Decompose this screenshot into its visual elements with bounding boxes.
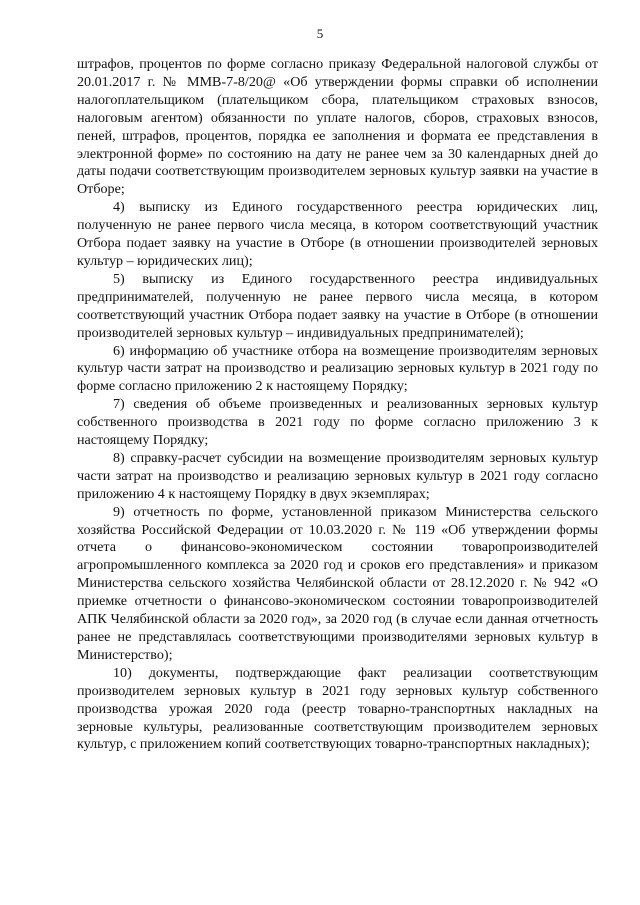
paragraph-item-4: 4) выписку из Единого государственного реестра юридических лиц, полученную не ранее первого числа месяца, в котором соответствующий участник Отбора подает заявку на участие в Отборе (в отношении производителей зерновых культур – юридических лиц); (77, 199, 598, 269)
paragraph-item-10: 10) документы, подтверждающие факт реализации соответствующим производителем зерновых культур в 2021 году зерновых культур собственного производства урожая 2020 года (реестр товарно-транспортных накладных на зерновые культуры, реализованные соответствующим производителем зерновых культур, с приложением копий соответствующих товарно-транспортных накладных); (77, 664, 598, 753)
document-body (77, 56, 598, 754)
paragraph-item-7: 7) сведения об объеме произведенных и реализованных зерновых культур собственного производства в 2021 году по форме согласно приложению 3 к настоящему Порядку; (77, 396, 598, 449)
paragraph-item-6: 6) информацию об участнике отбора на возмещение производителям зерновых культур части затрат на производство и реализацию зерновых культур в 2021 году по форме согласно приложению 2 к настоящему Порядку; (77, 342, 598, 395)
paragraph-continuation: штрафов, процентов по форме согласно приказу Федеральной налоговой службы от 20.01.2017 г. № ММВ-7-8/20@ «Об утверждении формы справки об исполнении налогоплательщиком (плательщиком сбора, плательщиком страховых взносов, налоговым агентом) обязанности по уплате налогов, сборов, страховых взносов, пеней, штрафов, процентов, порядка ее заполнения и формата ее представления в электронной форме» по состоянию на дату не ранее чем за 30 календарных дней до даты подачи соответствующим производителем зерновых культур заявки на участие в Отборе; (77, 56, 598, 198)
paragraph-item-9: 9) отчетность по форме, установленной приказом Министерства сельского хозяйства Российской Федерации от 10.03.2020 г. № 119 «Об утверждении формы отчета о финансово-экономическом состоянии товаропроизводителей агропромышленного комплекса за 2020 год и сроков его представления» и приказом Министерства сельского хозяйства Челябинской области от 28.12.2020 г. № 942 «О приемке отчетности о финансово-экономическом состоянии товаропроизводителей АПК Челябинской области за 2020 год», за 2020 год (в случае если данная отчетность ранее не представлялась соответствующими производителями зерновых культур в Министерство); (77, 503, 598, 663)
page-number: 5 (316, 26, 324, 41)
paragraph-item-8: 8) справку-расчет субсидии на возмещение производителям зерновых культур части затрат на производство и реализацию зерновых культур в 2021 году согласно приложению 4 к настоящему Порядку в двух экземплярах; (77, 449, 598, 502)
paragraph-item-5: 5) выписку из Единого государственного реестра индивидуальных предпринимателей, полученную не ранее первого числа месяца, в котором соответствующий участник Отбора подает заявку на участие в Отборе (в отношении производителей зерновых культур – индивидуальных предпринимателей); (77, 270, 598, 341)
